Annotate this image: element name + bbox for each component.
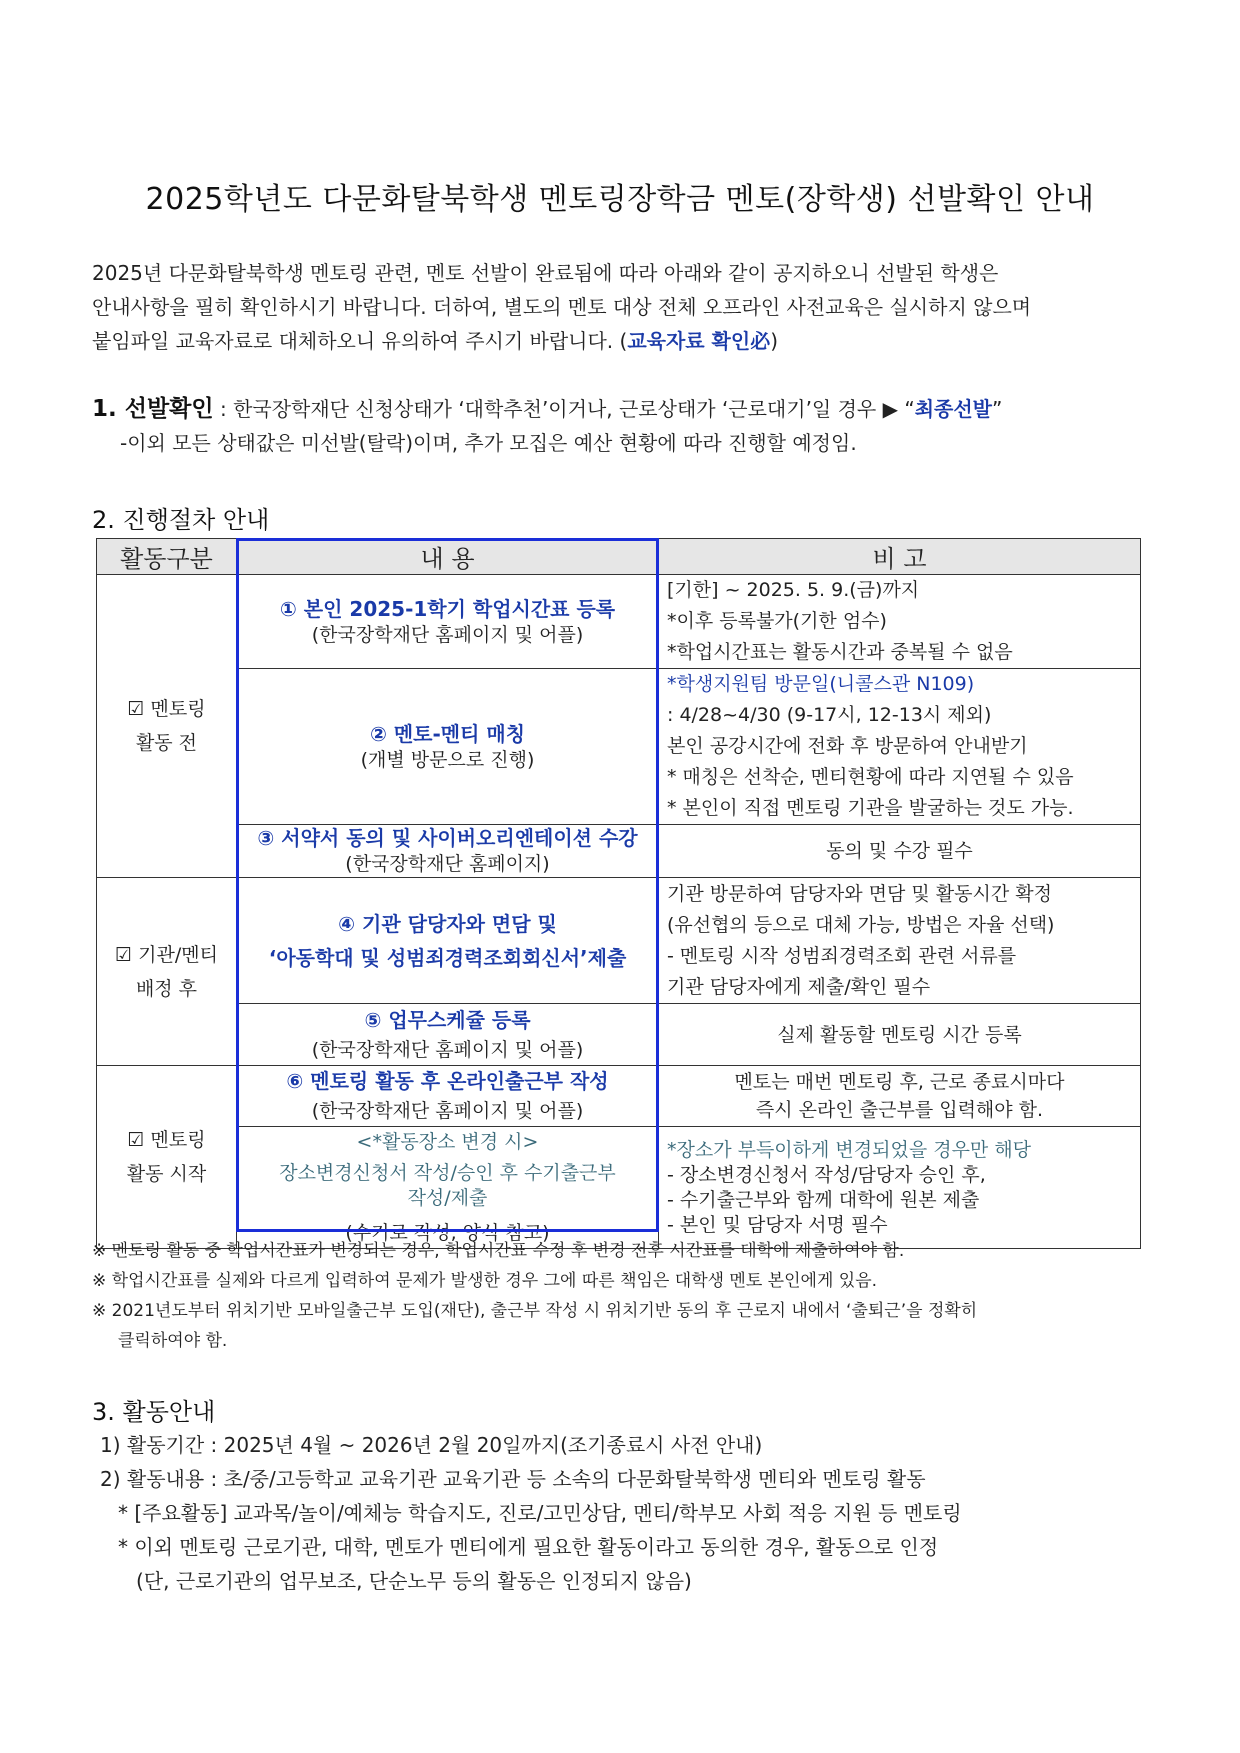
category-before-mentoring	[97, 575, 237, 878]
table-row	[97, 669, 1141, 825]
step-4-title-1: ④ 기관 담당자와 면담 및	[338, 911, 557, 936]
section-1	[92, 392, 1002, 460]
step-6-title: ⑥ 멘토링 활동 후 온라인출근부 작성	[286, 1069, 609, 1093]
other-activities: * 이외 멘토링 근로기관, 대학, 멘토가 멘티에게 필요한 활동이라고 동의한 경우, 활동으로 인정	[118, 1535, 939, 1559]
note-line: : 4/28~4/30 (9-17시, 12-13시 제외)	[667, 704, 992, 726]
step-7-line-2: 장소변경신청서 작성/승인 후 수기출근부	[279, 1161, 616, 1184]
note-line: - 수기출근부와 함께 대학에 원본 제출	[667, 1188, 980, 1211]
step-3-note: 동의 및 수강 필수	[659, 825, 1141, 878]
step-1-title: ① 본인 2025-1학기 학업시간표 등록	[279, 596, 616, 621]
activity-period: 1) 활동기간 : 2025년 4월 ~ 2026년 2월 20일까지(조기종료시 사전 안내)	[100, 1433, 763, 1457]
main-activities: * [주요활동] 교과목/놀이/예체능 학습지도, 진로/고민상담, 멘티/학부모 사회 적응 지원 등 멘토링	[118, 1501, 962, 1525]
step-6-note	[659, 1066, 1141, 1127]
intro-paragraph	[92, 256, 1152, 358]
step-3-sub: (한국장학재단 홈페이지)	[345, 853, 550, 875]
note-line: * 본인이 직접 멘토링 기관을 발굴하는 것도 가능.	[667, 797, 1074, 819]
header-note: 비 고	[659, 539, 1141, 575]
step-2-title: ② 멘토-멘티 매칭	[369, 721, 526, 746]
step-2-note	[659, 669, 1141, 825]
step-4-note	[659, 878, 1141, 1004]
note-line: * 매칭은 선착순, 멘티현황에 따라 지연될 수 있음	[667, 766, 1074, 788]
note-line: 즉시 온라인 출근부를 입력해야 함.	[755, 1099, 1044, 1121]
category-line: 활동 전	[135, 732, 198, 754]
section-3-heading: 3. 활동안내	[92, 1398, 216, 1426]
table-footnotes	[92, 1236, 1152, 1356]
step-6-sub: (한국장학재단 홈페이지 및 어플)	[311, 1100, 584, 1122]
intro-line-3-pre: 붙임파일 교육자료로 대체하오니 유의하여 주시기 바랍니다. (	[92, 329, 628, 353]
table-row	[97, 878, 1141, 1004]
step-5-content	[237, 1004, 659, 1066]
note-line: *장소가 부득이하게 변경되었을 경우만 해당	[667, 1138, 1032, 1161]
step-7-line-4: (수기로 작성, 양식 참고)	[345, 1221, 550, 1244]
note-line: 기관 방문하여 담당자와 면담 및 활동시간 확정	[667, 882, 1052, 905]
step-7-note	[659, 1127, 1141, 1249]
intro-line-2: 안내사항을 필히 확인하시기 바랍니다. 더하여, 별도의 멘토 대상 전체 오프라인 사전교육은 실시하지 않으며	[92, 295, 1032, 319]
document-title: 2025학년도 다문화탈북학생 멘토링장학금 멘토(장학생) 선발확인 안내	[145, 182, 1095, 217]
note-line: *이후 등록불가(기한 엄수)	[667, 610, 887, 632]
category-line: ☑ 기관/멘티	[115, 943, 218, 966]
step-4-title-2: ‘아동학대 및 성범죄경력조회회신서’제출	[268, 945, 627, 970]
intro-emphasis: 교육자료 확인必	[627, 329, 771, 353]
note-line: 본인 공강시간에 전화 후 방문하여 안내받기	[667, 735, 1028, 757]
step-1-content	[237, 575, 659, 669]
step-4-content	[237, 878, 659, 1004]
step-6-content	[237, 1066, 659, 1127]
step-5-title: ⑤ 업무스케쥴 등록	[364, 1007, 531, 1032]
note-line: *학생지원팀 방문일(니콜스관 N109)	[667, 673, 975, 695]
exclusions: (단, 근로기관의 업무보조, 단순노무 등의 활동은 인정되지 않음)	[136, 1569, 692, 1593]
intro-line-3-post: )	[770, 329, 779, 353]
table-row	[97, 575, 1141, 669]
category-line: ☑ 멘토링	[127, 1129, 206, 1151]
header-content: 내 용	[237, 539, 659, 575]
category-mentoring-start	[97, 1066, 237, 1249]
procedure-table	[96, 538, 1141, 1249]
step-7-content	[237, 1127, 659, 1249]
section-1-sub: -이외 모든 상태값은 미선발(탈락)이며, 추가 모집은 예산 현황에 따라 진행할 예정임.	[120, 431, 857, 455]
step-3-title: ③ 서약서 동의 및 사이버오리엔테이션 수강	[257, 826, 638, 850]
note-line: [기한] ~ 2025. 5. 9.(금)까지	[667, 579, 920, 601]
table-header-row	[97, 539, 1141, 575]
step-1-note	[659, 575, 1141, 669]
section-1-heading: 1. 선발확인	[92, 396, 214, 422]
step-2-sub: (개별 방문으로 진행)	[360, 748, 535, 771]
footnote-2: ※ 학업시간표를 실제와 다르게 입력하여 문제가 발생한 경우 그에 따른 책임은 대학생 멘토 본인에게 있음.	[92, 1271, 878, 1291]
note-line: 기관 담당자에게 제출/확인 필수	[667, 975, 931, 998]
category-line: 배정 후	[135, 977, 198, 1000]
category-line: 활동 시작	[126, 1163, 207, 1185]
intro-line-1: 2025년 다문화탈북학생 멘토링 관련, 멘토 선발이 완료됨에 따라 아래와 같이 공지하오니 선발된 학생은	[92, 261, 999, 285]
section-2-heading: 2. 진행절차 안내	[92, 506, 270, 534]
note-line: - 멘토링 시작 성범죄경력조회 관련 서류를	[667, 944, 1017, 967]
header-category: 활동구분	[97, 539, 237, 575]
category-after-assignment	[97, 878, 237, 1066]
section-1-text-post: ”	[992, 397, 1003, 421]
activity-content: 2) 활동내용 : 초/중/고등학교 교육기관 교육기관 등 소속의 다문화탈북학생 멘티와 멘토링 활동	[100, 1467, 926, 1491]
table-row	[97, 825, 1141, 878]
note-line: - 본인 및 담당자 서명 필수	[667, 1213, 888, 1236]
table-row	[97, 1066, 1141, 1127]
section-1-text-pre: : 한국장학재단 신청상태가 ‘대학추천’이거나, 근로상태가 ‘근로대기’일 경우 ▶ “	[213, 397, 915, 421]
final-selection-emphasis: 최종선발	[914, 397, 992, 421]
footnote-3-cont: 클릭하여야 함.	[118, 1331, 228, 1351]
section-1-line	[92, 392, 1002, 426]
category-line: ☑ 멘토링	[127, 698, 206, 720]
table-row	[97, 1004, 1141, 1066]
step-5-sub: (한국장학재단 홈페이지 및 어플)	[311, 1038, 584, 1061]
intro-line-3	[92, 324, 1152, 358]
step-7-line-1: <*활동장소 변경 시>	[356, 1130, 539, 1153]
note-line: - 장소변경신청서 작성/담당자 승인 후,	[667, 1163, 986, 1186]
step-2-content	[237, 669, 659, 825]
step-7-line-3: 작성/제출	[407, 1186, 488, 1209]
step-1-sub: (한국장학재단 홈페이지 및 어플)	[311, 623, 584, 646]
footnote-3: ※ 2021년도부터 위치기반 모바일출근부 도입(재단), 출근부 작성 시 위치기반 동의 후 근로지 내에서 ‘출퇴근’을 정확히	[92, 1301, 978, 1321]
note-line: *학업시간표는 활동시간과 중복될 수 없음	[667, 641, 1013, 663]
step-3-content	[237, 825, 659, 878]
footnote-1: ※ 멘토링 활동 중 학업시간표가 변경되는 경우, 학업시간표 수정 후 변경 전후 시간표를 대학에 제출하여야 함.	[92, 1241, 905, 1261]
note-line: (유선협의 등으로 대체 가능, 방법은 자율 선택)	[667, 913, 1055, 936]
table-row	[97, 1127, 1141, 1249]
note-line: 멘토는 매번 멘토링 후, 근로 종료시마다	[734, 1071, 1065, 1093]
step-5-note: 실제 활동할 멘토링 시간 등록	[659, 1004, 1141, 1066]
section-3	[100, 1428, 962, 1598]
